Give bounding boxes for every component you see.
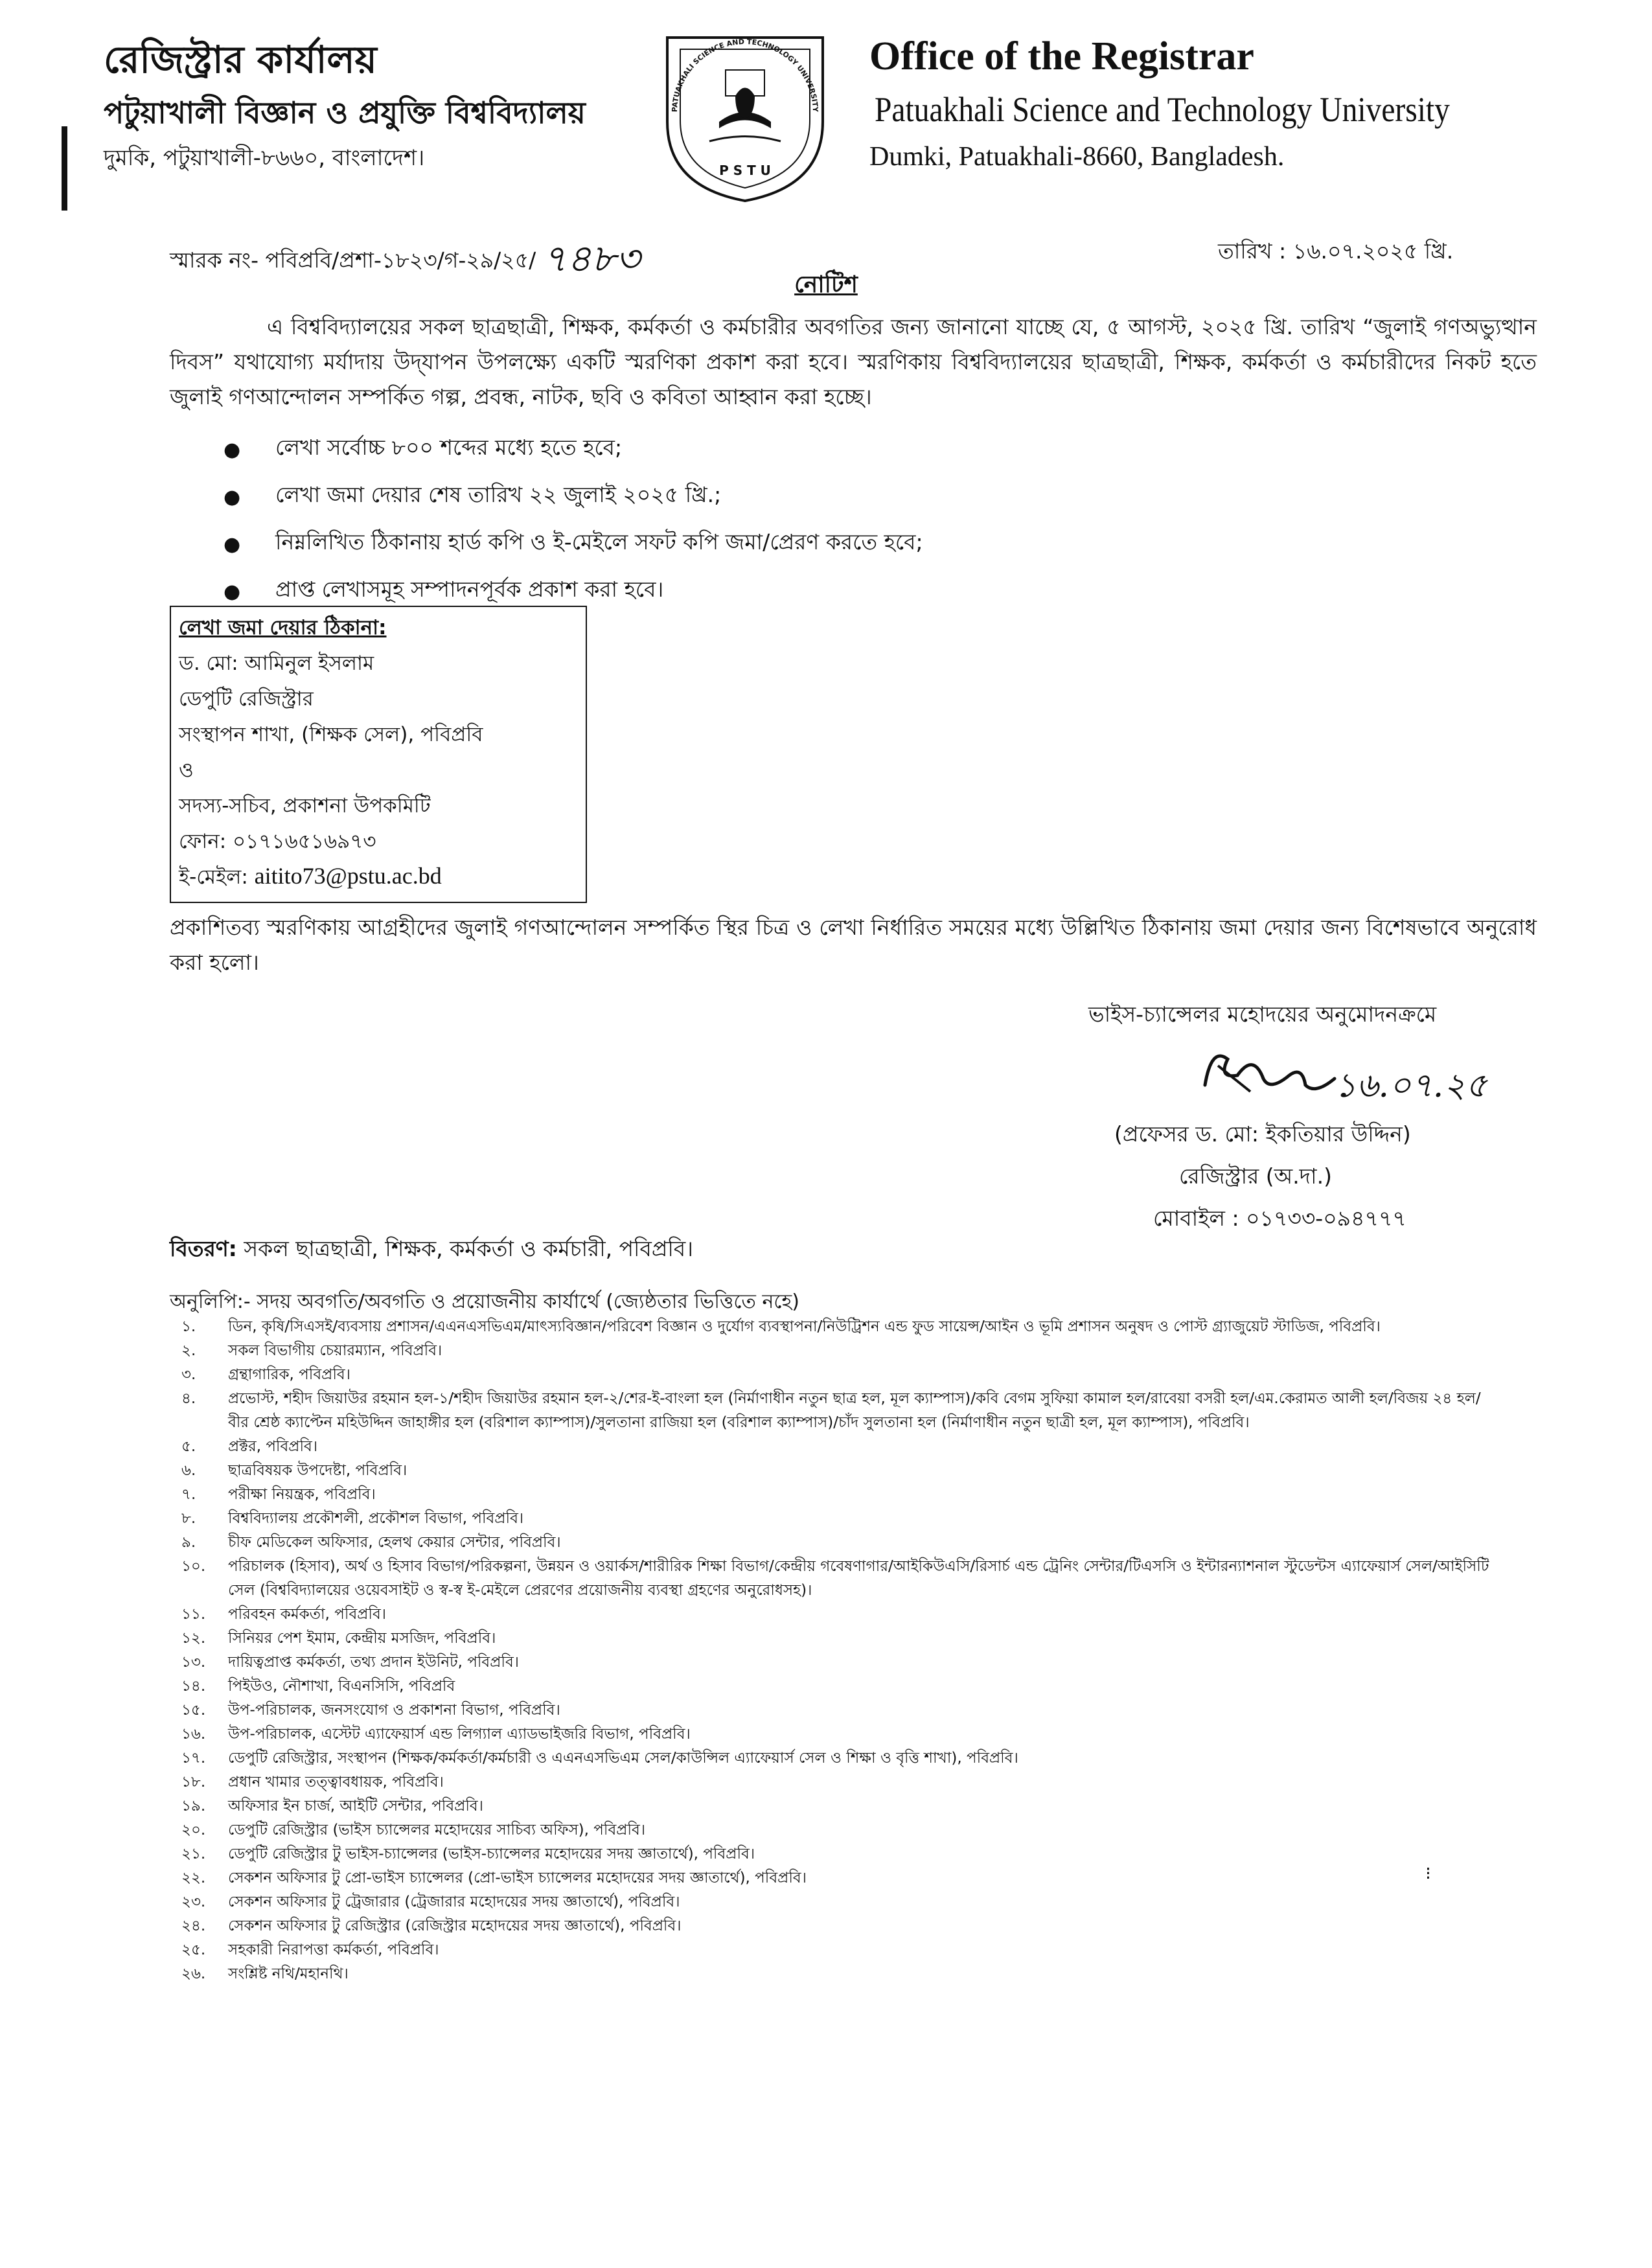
contact-phone: ফোন: ০১৭১৬৫১৬৯৭৩ (179, 830, 376, 853)
list-item: ১. ডিন, কৃষি/সিএসই/ব্যবসায় প্রশাসন/এএনএসভিএম/মাৎস্যবিজ্ঞান/পরিবেশ বিজ্ঞান ও দুর্যোগ ব্যবস্থাপনা/নিউট্রিশন এন্ড ফুড সায়েন্স/আইন ও ভূমি প্রশাসন অনুষদ ও পোস্ট গ্র্যাজুয়েট স্টাডিজ, পবিপ্রবি। (181, 1318, 1381, 1335)
contact-section: সংস্থাপন শাখা, (শিক্ষক সেল), পবিপ্রবি (179, 723, 483, 746)
address-heading: লেখা জমা দেয়ার ঠিকানা: (179, 616, 387, 639)
list-item: ১৮. প্রধান খামার তত্ত্বাবধায়ক, পবিপ্রবি। (181, 1774, 444, 1791)
margin-bar (62, 126, 67, 211)
handwritten-signature (1192, 1040, 1516, 1111)
logo-initials: P S T U (719, 163, 771, 178)
notice-date: তারিখ : ১৬.০৭.২০২৫ খ্রি. (1218, 238, 1454, 264)
contact-and: ও (179, 759, 194, 782)
list-item: ৮. বিশ্ববিদ্যালয় প্রকৌশলী, প্রকৌশল বিভাগ, পবিপ্রবি। (181, 1510, 524, 1527)
contact-role: সদস্য-সচিব, প্রকাশনা উপকমিটি (179, 794, 431, 818)
distribution-line (170, 1232, 693, 1268)
contact-designation: ডেপুটি রেজিস্ট্রার (179, 687, 314, 711)
university-logo (658, 25, 832, 205)
list-item: ৭. পরীক্ষা নিয়ন্ত্রক, পবিপ্রবি। (181, 1486, 376, 1503)
memo-handwritten-number: ৭৪৮৩ (542, 236, 640, 281)
distribution-text: সকল ছাত্রছাত্রী, শিক্ষক, কর্মকর্তা ও কর্মচারী, পবিপ্রবি। (244, 1236, 694, 1261)
list-item: ২৬. সংশ্লিষ্ট নথি/মহানথি। (181, 1965, 349, 1982)
list-item: ১৭. ডেপুটি রেজিস্ট্রার, সংস্থাপন (শিক্ষক/কর্মকর্তা/কর্মচারী ও এএনএসভিএম সেল/কাউন্সিল এ্যাফেয়ার্স সেল ও শিক্ষা ও বৃত্তি শাখা), পবিপ্রবি। (181, 1750, 1018, 1767)
list-item: ১৩. দায়িত্বপ্রাপ্ত কর্মকর্তা, তথ্য প্রদান ইউনিট, পবিপ্রবি। (181, 1654, 519, 1671)
bullet-icon: ● (224, 580, 241, 603)
list-item: ৬. ছাত্রবিষয়ক উপদেষ্টা, পবিপ্রবি। (181, 1462, 407, 1479)
list-item: ২০. ডেপুটি রেজিস্ট্রার (ভাইস চ্যান্সেলর মহোদয়ের সাচিব্য অফিস), পবিপ্রবি। (181, 1822, 646, 1838)
requirements-list (224, 431, 1454, 620)
contact-name: ড. মো: আমিনুল ইসলাম (179, 652, 374, 675)
notice-paragraph-1: এ বিশ্ববিদ্যালয়ের সকল ছাত্রছাত্রী, শিক্ষক, কর্মকর্তা ও কর্মচারীর অবগতির জন্য জানানো যাচ্ছে যে, ৫ আগস্ট, ২০২৫ খ্রি. তারিখ “জুলাই গণঅভ্যুত্থান দিবস” যথাযোগ্য মর্যাদায় উদ্‌যাপন উপলক্ষ্যে একটি স্মরণিকা প্রকাশ করা হবে। স্মরণিকায় বিশ্ববিদ্যালয়ের ছাত্রছাত্রী, শিক্ষক, কর্মকর্তা ও কর্মচারীদের নিকট হতে জুলাই গণআন্দোলন সম্পর্কিত গল্প, প্রবন্ধ, নাটক, ছবি ও কবিতা আহ্বান করা হচ্ছে। (170, 314, 1537, 409)
bullet-icon: ● (224, 439, 241, 461)
list-item: ১৬. উপ-পরিচালক, এস্টেট এ্যাফেয়ার্স এন্ড লিগ্যাল এ্যাডভাইজরি বিভাগ, পবিপ্রবি। (181, 1726, 691, 1743)
list-item: ১১. পরিবহন কর্মকর্তা, পবিপ্রবি। (181, 1606, 387, 1623)
list-item: ৪. প্রভোস্ট, শহীদ জিয়াউর রহমান হল-১/শহীদ জিয়াউর রহমান হল-২/শের-ই-বাংলা হল (নির্মাণাধীন নতুন ছাত্র হল, মূল ক্যাম্পাস)/কবি বেগম সুফিয়া কামাল হল/রাবেয়া বসরী হল/এম.কেরামত আলী হল/বিজয় ২৪ হল/বীর শ্রেষ্ঠ ক্যাপ্টেন মহিউদ্দিন জাহাঙ্গীর হল (বরিশাল ক্যাম্পাস)/সুলতানা রাজিয়া হল (বরিশাল ক্যাম্পাস)/চাঁদ সুলতানা হল (নির্মাণাধীন নতুন ছাত্রী হল, মূল ক্যাম্পাস), পবিপ্রবি। (181, 1390, 1481, 1431)
copies-heading: অনুলিপি:- সদয় অবগতি/অবগতি ও প্রয়োজনীয় কার্যার্থে (জ্যেষ্ঠতার ভিত্তিতে নহে) (170, 1290, 799, 1313)
notice-title-wrap (0, 267, 1652, 306)
list-item: ১২. সিনিয়র পেশ ইমাম, কেন্দ্রীয় মসজিদ, পবিপ্রবি। (181, 1630, 496, 1647)
notice-paragraph-2: প্রকাশিতব্য স্মরণিকায় আগ্রহীদের জুলাই গণআন্দোলন সম্পর্কিত স্থির চিত্র ও লেখা নির্ধারিত সময়ের মধ্যে উল্লিখিত ঠিকানায় জমা দেয়ার জন্য বিশেষভাবে অনুরোধ করা হলো। (170, 915, 1537, 975)
list-item: ৯. চীফ মেডিকেল অফিসার, হেলথ কেয়ার সেন্টার, পবিপ্রবি। (181, 1534, 561, 1551)
list-item: ২৪. সেকশন অফিসার টু রেজিস্ট্রার (রেজিস্ট্রার মহোদয়ের সদয় জ্ঞাতার্থে), পবিপ্রবি। (181, 1918, 682, 1934)
submission-address-box (170, 606, 587, 903)
list-item: ● লেখা জমা দেয়ার শেষ তারিখ ২২ জুলাই ২০২৫ খ্রি.; (224, 482, 722, 509)
contact-email-row (179, 862, 442, 895)
logo-arc-text: PATUAKHALI SCIENCE AND TECHNOLOGY UNIVERSITY (670, 37, 820, 113)
en-address: Dumki, Patuakhali-8660, Bangladesh. (869, 142, 1285, 172)
bullet-icon: ● (224, 533, 241, 556)
email-label: ই-মেইল: (179, 865, 248, 889)
list-item: ১৫. উপ-পরিচালক, জনসংযোগ ও প্রকাশনা বিভাগ, পবিপ্রবি। (181, 1702, 560, 1719)
signature-date: ১৬.০৭.২৫ (1335, 1066, 1487, 1105)
approval-line: ভাইস-চ্যান্সেলর মহোদয়ের অনুমোদনক্রমে (1088, 1002, 1437, 1027)
bn-address: দুমকি, পটুয়াখালী-৮৬৬০, বাংলাদেশ। (104, 145, 425, 171)
list-item: ● প্রাপ্ত লেখাসমূহ সম্পাদনপূর্বক প্রকাশ করা হবে। (224, 577, 664, 603)
list-item: ২২. সেকশন অফিসার টু প্রো-ভাইস চ্যান্সেলর (প্রো-ভাইস চ্যান্সেলর মহোদয়ের সদয় জ্ঞাতার্থে), পবিপ্রবি। (181, 1870, 807, 1886)
stray-mark: ⁝ (1425, 1862, 1431, 1884)
email-address[interactable]: aitito73@pstu.ac.bd (254, 863, 442, 889)
signatory-mobile: মোবাইল : ০১৭৩৩-০৯৪৭৭৭ (1153, 1206, 1406, 1231)
notice-title: নোটিশ (794, 271, 858, 298)
list-item: ৫. প্রক্টর, পবিপ্রবি। (181, 1438, 318, 1455)
list-item: ২৩. সেকশন অফিসার টু ট্রেজারার (ট্রেজারার মহোদয়ের সদয় জ্ঞাতার্থে), পবিপ্রবি। (181, 1894, 680, 1910)
bn-office-title: রেজিস্ট্রার কার্যালয় (104, 38, 377, 82)
signatory-name: (প্রফেসর ড. মো: ইকতিয়ার উদ্দিন) (1114, 1121, 1411, 1147)
bullet-icon: ● (224, 486, 241, 509)
list-item: ২৫. সহকারী নিরাপত্তা কর্মকর্তা, পবিপ্রবি। (181, 1942, 439, 1958)
copies-list (170, 1315, 1498, 1986)
distribution-label: বিতরণ: (170, 1236, 237, 1261)
memo-label: স্মারক নং- পবিপ্রবি/প্রশা-১৮২৩/গ-২৯/২৫/ (170, 247, 536, 273)
list-item: ● লেখা সর্বোচ্চ ৮০০ শব্দের মধ্যে হতে হবে; (224, 435, 623, 461)
list-item: ● নিম্নলিখিত ঠিকানায় হার্ড কপি ও ই-মেইলে সফট কপি জমা/প্রেরণ করতে হবে; (224, 529, 923, 556)
en-office-title: Office of the Registrar (869, 34, 1254, 78)
list-item: ২১. ডেপুটি রেজিস্ট্রার টু ভাইস-চ্যান্সেলর (ভাইস-চ্যান্সেলর মহোদয়ের সদয় জ্ঞাতার্থে), পবিপ্রবি। (181, 1846, 755, 1862)
list-item: ১৪. পিইউও, নৌশাখা, বিএনসিসি, পবিপ্রবি (181, 1678, 455, 1695)
en-university-name: Patuakhali Science and Technology University (875, 90, 1450, 129)
list-item: ৩. গ্রন্থাগারিক, পবিপ্রবি। (181, 1366, 350, 1383)
list-item: ১০. পরিচালক (হিসাব), অর্থ ও হিসাব বিভাগ/পরিকল্পনা, উন্নয়ন ও ওয়ার্কস/শারীরিক শিক্ষা বিভাগ/কেন্দ্রীয় গবেষণাগার/আইকিউএসি/রিসার্চ এন্ড ট্রেনিং সেন্টার/টিএসসি ও ইন্টারন্যাশনাল স্টুডেন্টস এ্যাফেয়ার্স সেল/আইসিটি সেল (বিশ্ববিদ্যালয়ের ওয়েবসাইট ও স্ব-স্ব ই-মেইলে প্রেরণের প্রয়োজনীয় ব্যবস্থা গ্রহণের অনুরোধসহ)। (181, 1558, 1489, 1599)
list-item: ১৯. অফিসার ইন চার্জ, আইটি সেন্টার, পবিপ্রবি। (181, 1798, 483, 1815)
bn-university-name: পটুয়াখালী বিজ্ঞান ও প্রযুক্তি বিশ্ববিদ্যালয় (104, 95, 586, 130)
signatory-title: রেজিস্ট্রার (অ.দা.) (1179, 1163, 1332, 1189)
list-item: ২. সকল বিভাগীয় চেয়ারম্যান, পবিপ্রবি। (181, 1342, 442, 1359)
